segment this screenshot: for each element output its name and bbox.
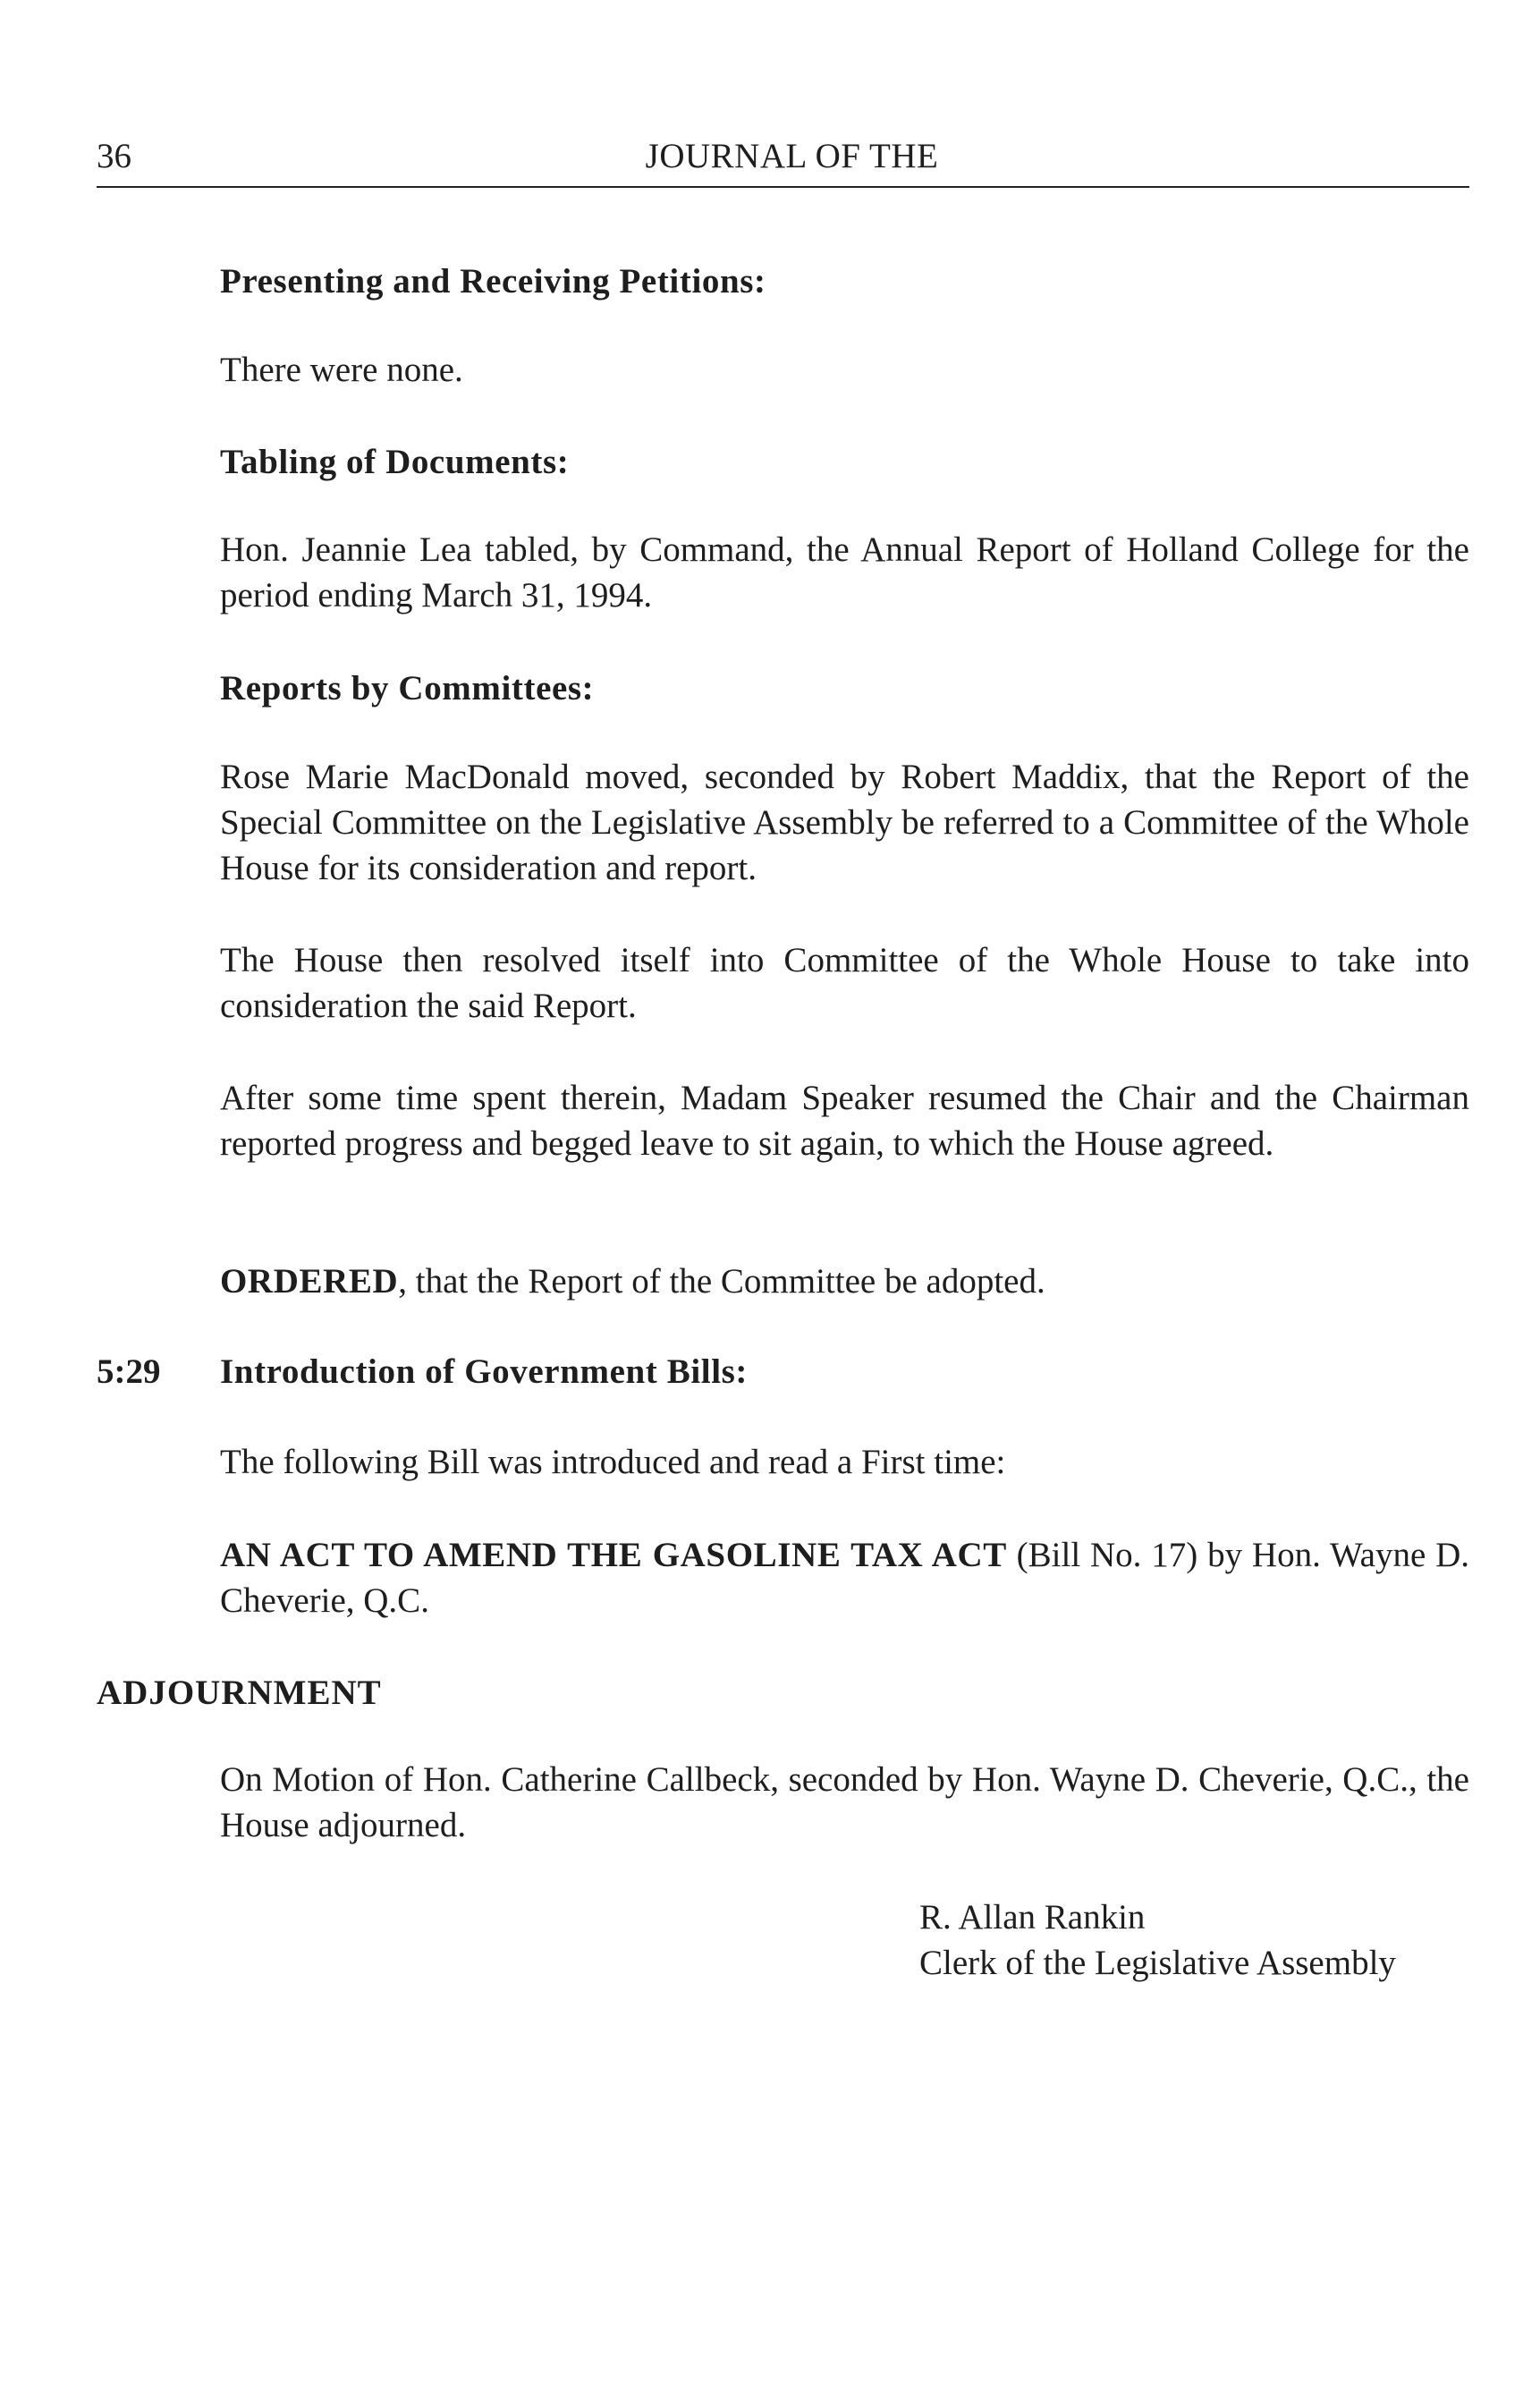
documents-heading: Tabling of Documents:	[220, 443, 570, 481]
documents-body: Hon. Jeannie Lea tabled, by Command, the Annual Report of Holland College for the period ending March 31, 1994.	[220, 530, 1469, 614]
committees-heading: Reports by Committees:	[220, 669, 595, 708]
signature-name: R. Allan Rankin	[919, 1898, 1146, 1937]
committees-paragraph-2: The House then resolved itself into Committee of the Whole House to take into consideration the said Report.	[220, 941, 1469, 1025]
committees-paragraph-3: After some time spent therein, Madam Speaker resumed the Chair and the Chairman reported progress and begged leave to sit again, to which the House agreed.	[220, 1079, 1469, 1163]
bill-title: AN ACT TO AMEND THE GASOLINE TAX ACT	[220, 1536, 1007, 1574]
running-head: JOURNAL OF THE	[645, 137, 939, 175]
bill-paragraph	[220, 1532, 1469, 1623]
ordered-label: ORDERED	[220, 1262, 399, 1301]
bill-detail: (Bill No. 17) by Hon. Wayne D. Cheverie, Q.C.	[220, 1536, 1469, 1620]
committees-paragraph-1: Rose Marie MacDonald moved, seconded by Robert Maddix, that the Report of the Special Committee on the Legislative Assembly be referred to a Committee of the Whole House for its consideration and report.	[220, 758, 1469, 887]
signature-title: Clerk of the Legislative Assembly	[919, 1944, 1396, 1982]
page-number: 36	[97, 137, 131, 175]
signature-block	[919, 1894, 1396, 1986]
petitions-heading: Presenting and Receiving Petitions:	[220, 262, 766, 301]
ordered-paragraph	[220, 1259, 1469, 1304]
adjournment-heading: ADJOURNMENT	[97, 1674, 382, 1712]
bills-intro: The following Bill was introduced and read a First time:	[220, 1443, 1006, 1481]
bills-heading: Introduction of Government Bills:	[220, 1352, 749, 1391]
ordered-text: , that the Report of the Committee be adopted.	[398, 1262, 1045, 1301]
page-header	[97, 134, 1469, 188]
petitions-body: There were none.	[220, 351, 463, 389]
adjournment-body: On Motion of Hon. Catherine Callbeck, seconded by Hon. Wayne D. Cheverie, Q.C., the House adjourned.	[220, 1760, 1469, 1844]
bills-time: 5:29	[97, 1352, 161, 1391]
